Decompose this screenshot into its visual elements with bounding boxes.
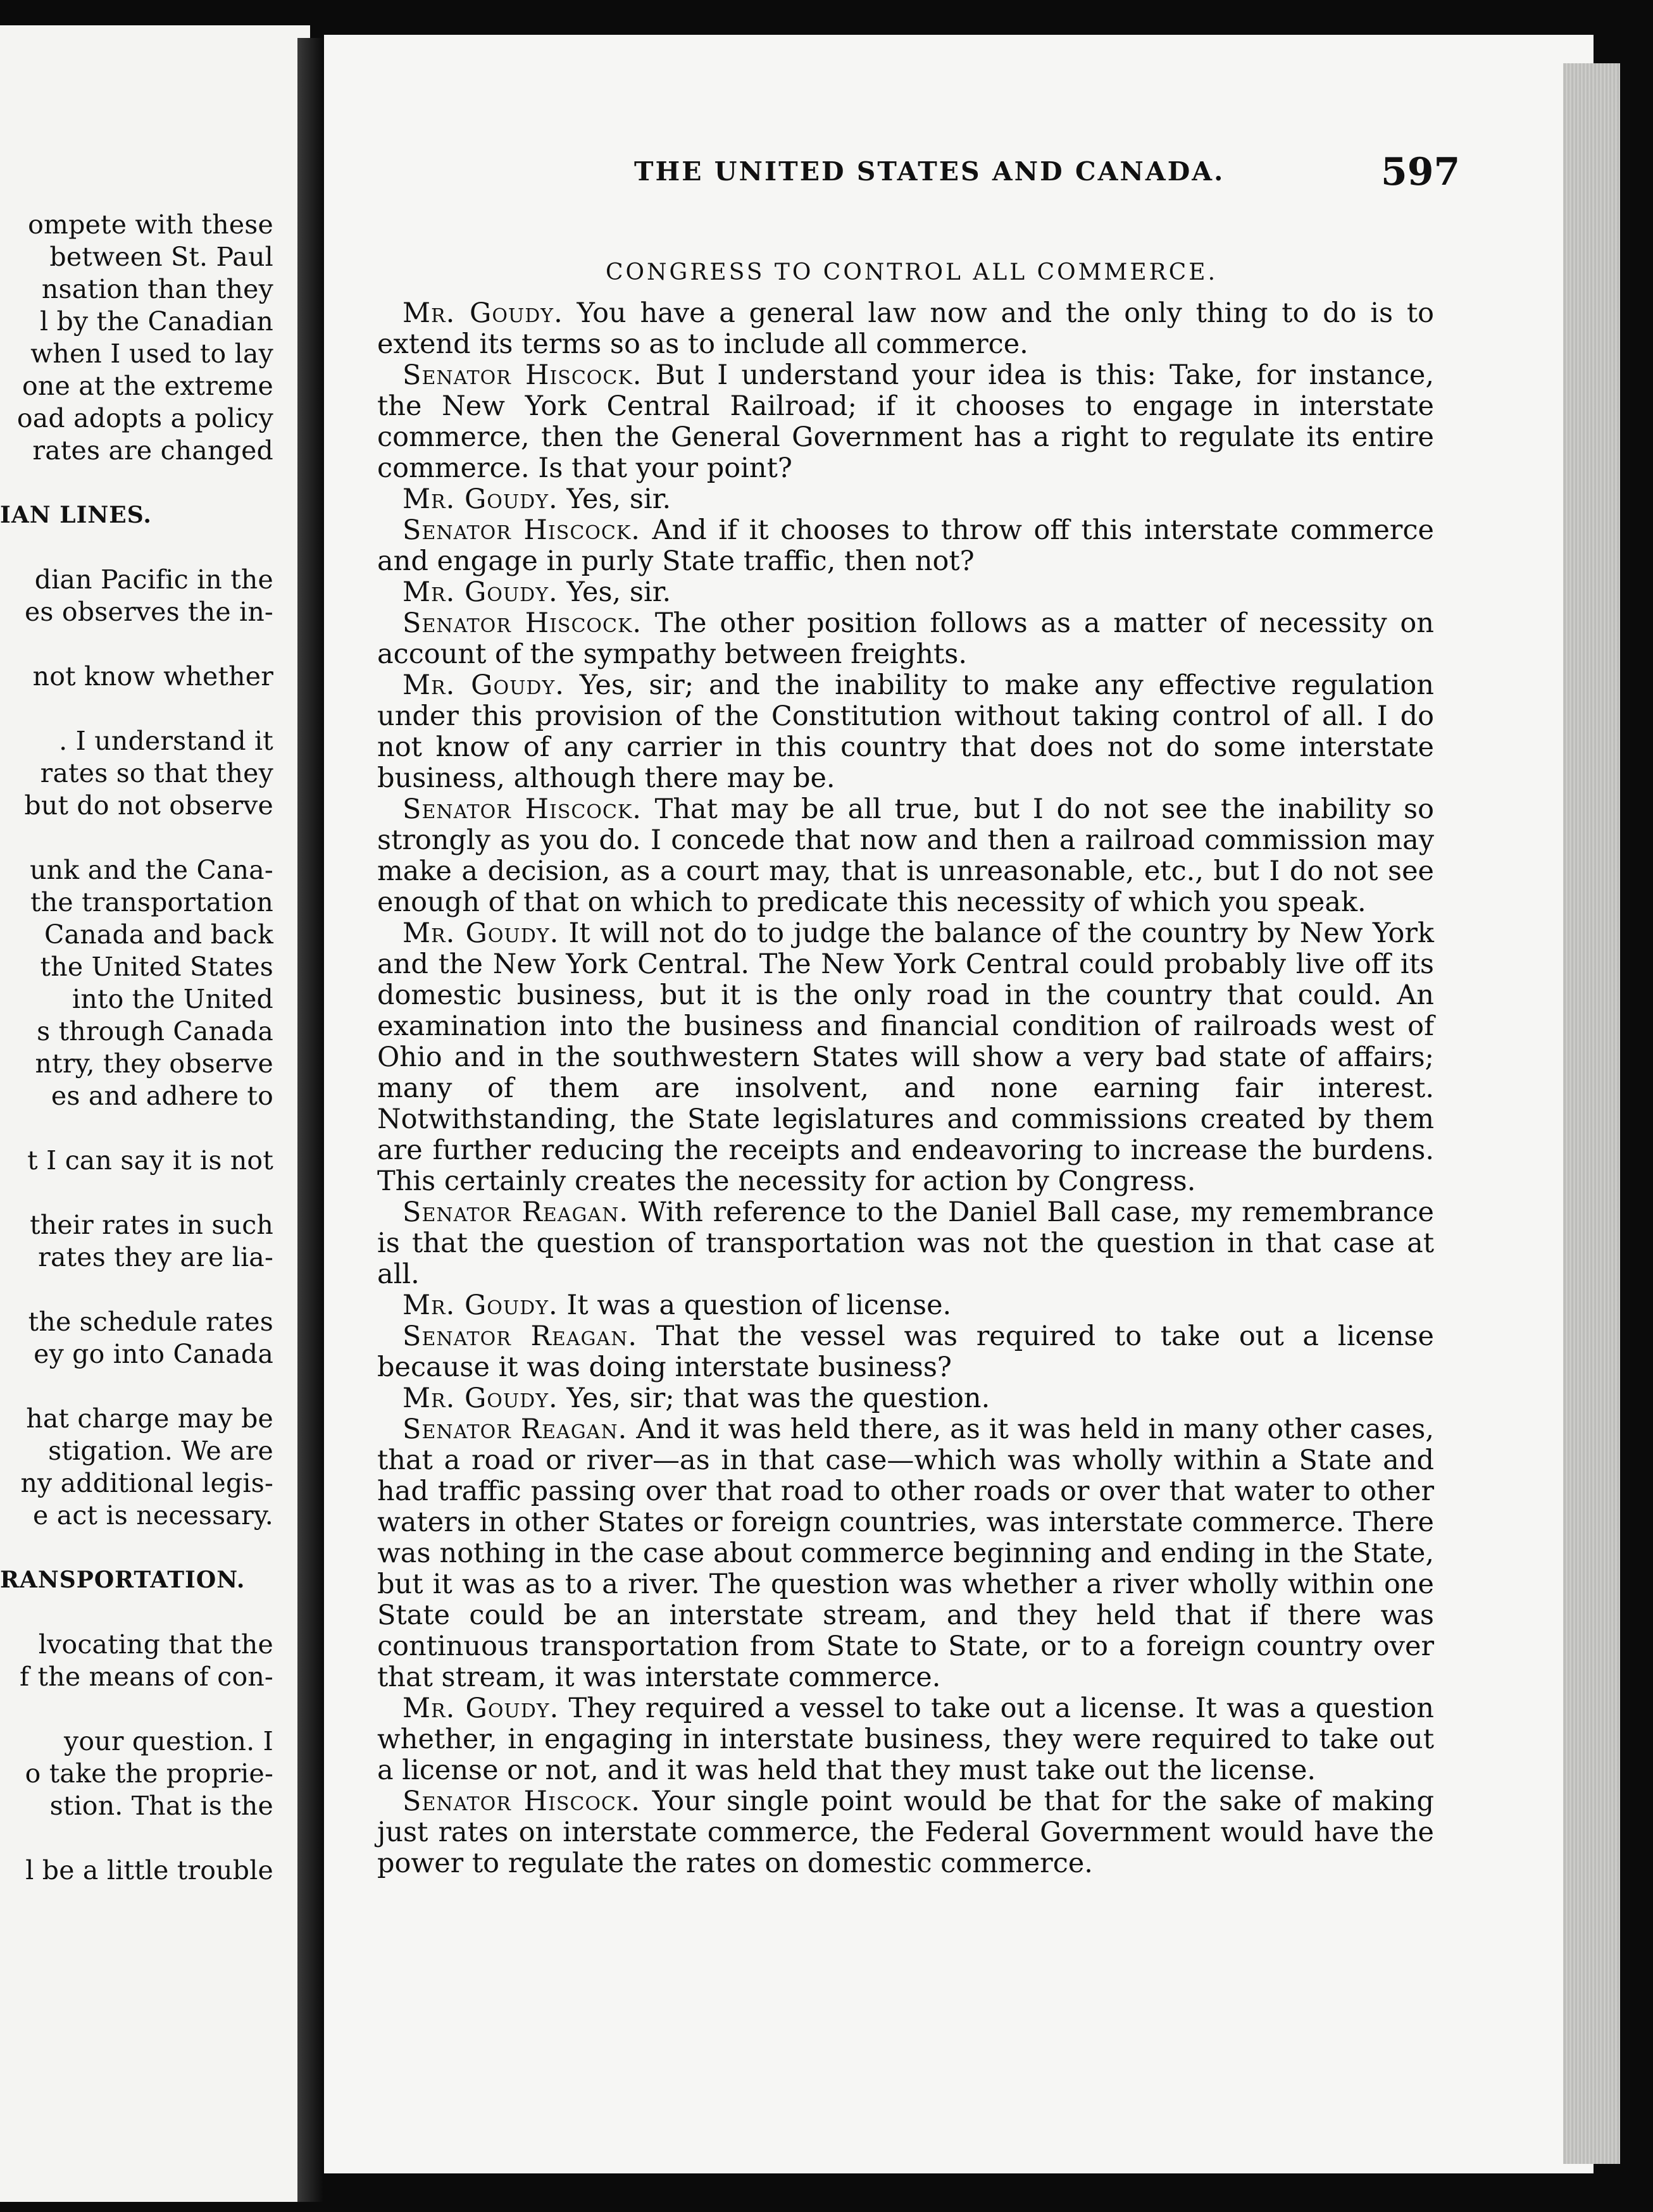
- left-text-line: ntry, they observe: [35, 1048, 273, 1079]
- left-page-text: [0, 209, 273, 1887]
- left-text-line: [0, 1822, 273, 1855]
- speech-text: And if it chooses to throw off this interstate commerce and engage in purly State traffic, then not?: [377, 514, 1435, 577]
- speech-text: Yes, sir.: [566, 483, 671, 515]
- left-section-heading: IAN LINES.: [0, 502, 152, 528]
- left-text-line: dian Pacific in the: [34, 564, 273, 595]
- section-heading: CONGRESS TO CONTROL ALL COMMERCE.: [606, 259, 1218, 285]
- dialogue-paragraph: [377, 1197, 1434, 1290]
- speech-text: But I understand your idea is this: Take, for instance, the New York Central Railroad; if it chooses to engage in interstate commerce, then the General Government has a right to regulate its entire commerce. Is that your point?: [377, 359, 1435, 484]
- left-text-line: f the means of con-: [19, 1662, 273, 1692]
- speaker-name: Senator Reagan.: [402, 1196, 629, 1228]
- left-text-line: when I used to lay: [30, 339, 273, 369]
- left-text-line: e act is necessary.: [33, 1500, 273, 1531]
- left-text-line: [0, 467, 273, 499]
- left-text-line: stion. That is the: [49, 1791, 273, 1821]
- speaker-name: Senator Hiscock.: [402, 1786, 640, 1817]
- speech-text: That may be all true, but I do not see the inability so strongly as you do. I concede that now and then a railroad commission may make a decision, as a court may, that is unreasonable, etc., but I do not see enough of that on which to predicate this necessity of which you speak.: [377, 793, 1434, 918]
- speaker-name: Mr. Goudy.: [402, 297, 563, 329]
- page-number: 597: [1381, 150, 1461, 194]
- left-text-line: ny additional legis-: [20, 1468, 273, 1498]
- left-page-fragment: [0, 25, 310, 2202]
- left-text-line: [0, 1693, 273, 1725]
- left-text-line: [0, 1596, 273, 1629]
- left-text-line: but do not observe: [24, 790, 273, 821]
- left-text-line: [0, 628, 273, 661]
- left-text-line: t I can say it is not: [27, 1145, 273, 1176]
- left-text-line: stigation. We are: [48, 1436, 273, 1466]
- dialogue-paragraph: [377, 1414, 1434, 1693]
- speaker-name: Mr. Goudy.: [402, 483, 558, 515]
- dialogue-paragraph: [377, 577, 1434, 608]
- left-text-line: o take the proprie-: [25, 1758, 273, 1789]
- left-text-line: Canada and back: [44, 919, 273, 950]
- left-text-line: l by the Canadian: [39, 306, 273, 337]
- speaker-name: Senator Reagan.: [402, 1414, 628, 1445]
- speaker-name: Mr. Goudy.: [402, 917, 559, 949]
- left-text-line: the transportation: [30, 887, 273, 917]
- left-text-line: oad adopts a policy: [16, 403, 273, 433]
- dialogue-paragraph: [377, 1321, 1434, 1383]
- left-text-line: hat charge may be: [26, 1403, 273, 1434]
- left-text-line: ompete with these: [28, 209, 273, 240]
- speech-text: And it was held there, as it was held in many other cases, that a road or river—as in that case—which was wholly within a State and had traffic passing over that road to other roads or over that water to other waters in other States or foreign countries, was interstate commerce. There was nothing in the case about commerce beginning and ending in the State, but it was as to a river. The question was whether a river wholly within one State could be an interstate stream, and they held that if there was continuous transportation from State to State, or to a foreign country over that stream, it was interstate commerce.: [377, 1414, 1435, 1693]
- running-head: THE UNITED STATES AND CANADA.: [634, 156, 1225, 187]
- speech-text: Your single point would be that for the sake of making just rates on interstate commerce, the Federal Government would have the power to regulate the rates on domestic commerce.: [377, 1786, 1435, 1879]
- speaker-name: Mr. Goudy.: [402, 576, 558, 608]
- left-text-line: s through Canada: [37, 1016, 273, 1047]
- speaker-name: Senator Hiscock.: [402, 514, 640, 546]
- left-text-line: . I understand it: [59, 726, 273, 756]
- left-text-line: rates they are lia-: [38, 1242, 273, 1272]
- speech-text: Yes, sir.: [566, 576, 671, 608]
- dialogue-paragraph: [377, 484, 1434, 515]
- right-page: [324, 35, 1594, 2173]
- speech-text: You have a general law now and the only thing to do is to extend its terms so as to include all commerce.: [377, 297, 1435, 360]
- left-text-line: ey go into Canada: [34, 1339, 273, 1369]
- left-text-line: their rates in such: [30, 1210, 273, 1240]
- left-text-line: one at the extreme: [22, 371, 273, 401]
- left-text-line: [0, 1177, 273, 1209]
- left-text-line: [0, 1532, 273, 1564]
- left-text-line: your question. I: [64, 1726, 273, 1756]
- speech-text: It was a question of license.: [566, 1289, 952, 1321]
- left-text-line: rates so that they: [40, 758, 273, 788]
- book-gutter: [297, 38, 323, 2202]
- left-text-line: es and adhere to: [51, 1081, 273, 1111]
- left-text-line: [0, 822, 273, 854]
- dialogue-paragraph: [377, 608, 1434, 670]
- left-text-line: the schedule rates: [28, 1307, 273, 1337]
- left-text-line: the United States: [40, 952, 273, 982]
- page-edges: [1563, 63, 1620, 2164]
- dialogue-paragraph: [377, 1693, 1434, 1786]
- speech-text: It will not do to judge the balance of the country by New York and the New York Central. The New York Central could probably live off its domestic business, but it is the only road in the country that could. An examination into the business and financial condition of railroads west of Ohio and in the southwestern States will show a very bad state of affairs; many of them are insolvent, and none earning fair interest. Notwithstanding, the State legislatures and commissions created by them are further reducing the receipts and endeavoring to increase the burdens. This certainly creates the necessity for action by Congress.: [377, 917, 1434, 1197]
- left-text-line: [0, 1370, 273, 1403]
- dialogue-paragraph: [377, 298, 1434, 360]
- speaker-name: Senator Hiscock.: [402, 793, 642, 825]
- speaker-name: Senator Reagan.: [402, 1320, 637, 1352]
- speech-text: Yes, sir; that was the question.: [566, 1382, 990, 1414]
- left-text-line: into the United: [72, 984, 273, 1014]
- speech-text: They required a vessel to take out a license. It was a question whether, in engaging in interstate business, they were required to take out a license or not, and it was held that they must take out the license.: [377, 1693, 1435, 1786]
- left-text-line: between St. Paul: [49, 242, 273, 272]
- speaker-name: Senator Hiscock.: [402, 607, 642, 639]
- speaker-name: Senator Hiscock.: [402, 359, 642, 391]
- dialogue-paragraph: [377, 670, 1434, 794]
- left-text-line: [0, 531, 273, 564]
- left-section-heading: RANSPORTATION.: [0, 1567, 246, 1593]
- left-text-line: [0, 1274, 273, 1306]
- left-text-line: [0, 1112, 273, 1145]
- speaker-name: Mr. Goudy.: [402, 1289, 558, 1321]
- left-text-line: nsation than they: [41, 274, 273, 304]
- speaker-name: Mr. Goudy.: [402, 1382, 558, 1414]
- left-text-line: rates are changed: [32, 435, 273, 466]
- left-text-line: es observes the in-: [24, 597, 273, 627]
- speech-text: The other position follows as a matter of necessity on account of the sympathy between freights.: [377, 607, 1434, 670]
- left-text-line: l be a little trouble: [25, 1855, 273, 1886]
- dialogue-paragraph: [377, 918, 1434, 1197]
- page-body: [377, 298, 1434, 1879]
- left-text-line: lvocating that the: [38, 1629, 273, 1660]
- dialogue-paragraph: [377, 515, 1434, 577]
- speech-text: That the vessel was required to take out a license because it was doing interstate business?: [377, 1320, 1434, 1383]
- dialogue-paragraph: [377, 794, 1434, 918]
- dialogue-paragraph: [377, 360, 1434, 484]
- left-text-line: unk and the Cana-: [30, 855, 273, 885]
- left-text-line: [0, 693, 273, 725]
- dialogue-paragraph: [377, 1290, 1434, 1321]
- dialogue-paragraph: [377, 1786, 1434, 1879]
- speaker-name: Mr. Goudy.: [402, 669, 565, 701]
- speaker-name: Mr. Goudy.: [402, 1693, 559, 1724]
- left-text-line: not know whether: [32, 661, 273, 692]
- dialogue-paragraph: [377, 1383, 1434, 1414]
- speech-text: Yes, sir; and the inability to make any effective regulation under this provision of the Constitution without taking control of all. I do not know of any carrier in this country that does not do some interstate business, although there may be.: [377, 669, 1435, 794]
- speech-text: With reference to the Daniel Ball case, my remembrance is that the question of transportation was not the question in that case at all.: [377, 1196, 1435, 1290]
